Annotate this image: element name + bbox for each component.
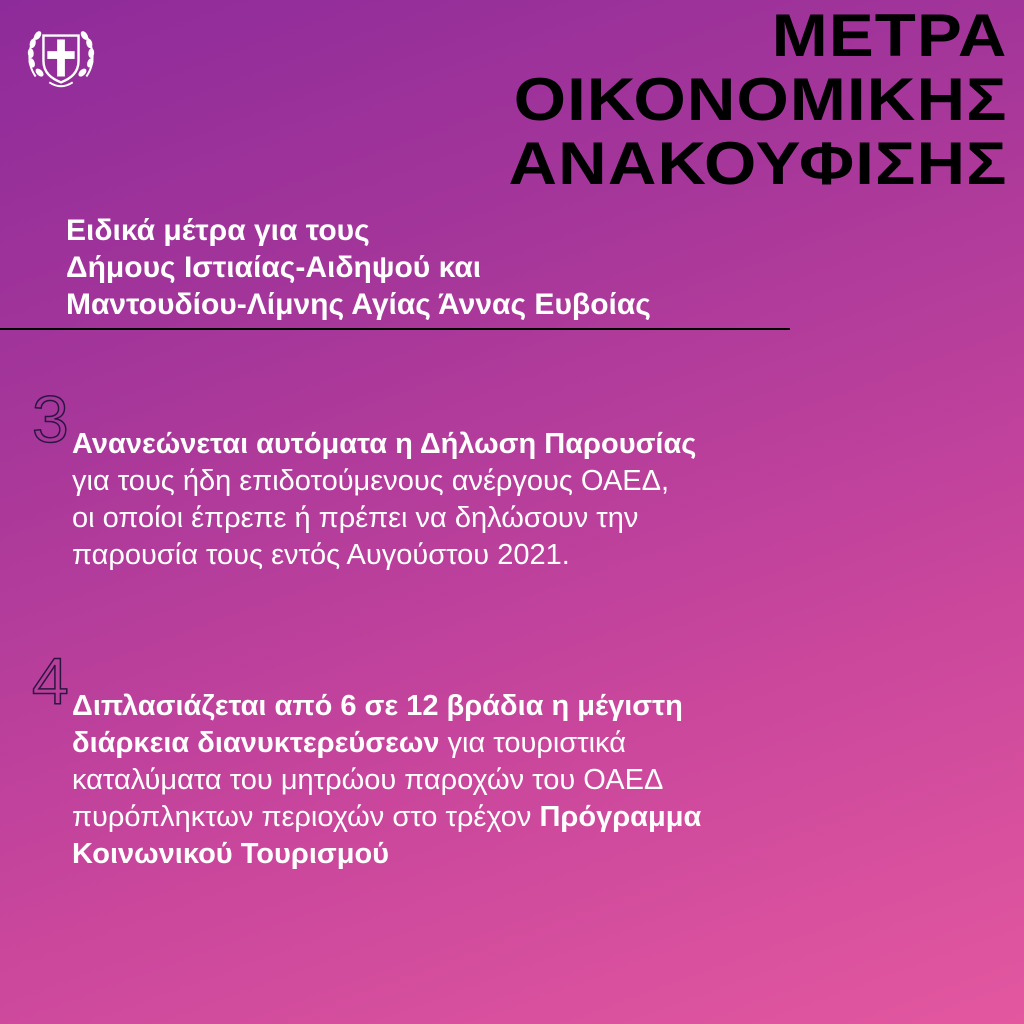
title-line: ΑΝΑΚΟΥΦΙΣΗΣ xyxy=(508,130,1008,197)
text-run: διάρκεια διανυκτερεύσεων xyxy=(72,727,440,759)
text-run: για τους ήδη επιδοτούμενους ανέργους ΟΑΕΔ, xyxy=(72,465,670,497)
item-text-line xyxy=(72,799,872,836)
text-run: πυρόπληκτων περιοχών στο τρέχον xyxy=(72,801,540,833)
divider xyxy=(0,328,790,330)
measure-item xyxy=(32,644,872,873)
subtitle-line: Δήμους Ιστιαίας-Αιδηψού και xyxy=(66,251,482,284)
item-number: 3 xyxy=(32,382,69,456)
subtitle-line: Μαντουδίου-Λίμνης Αγίας Άννας Ευβοίας xyxy=(66,288,651,321)
subtitle-line: Ειδικά μέτρα για τους xyxy=(66,214,370,247)
item-text-line xyxy=(72,537,872,574)
greek-coat-of-arms-icon xyxy=(22,18,100,96)
text-run: οι οποίοι έπρεπε ή πρέπει να δηλώσουν την xyxy=(72,502,639,534)
title-line: ΟΙΚΟΝΟΜΙΚΗΣ xyxy=(514,66,1008,133)
text-run: παρουσία τους εντός Αυγούστου 2021. xyxy=(72,539,570,571)
item-text-line xyxy=(72,725,872,762)
page-title xyxy=(509,4,1008,196)
text-run: για τουριστικά xyxy=(439,727,626,759)
item-text-line xyxy=(72,762,872,799)
item-text-line xyxy=(72,426,872,463)
item-text xyxy=(72,426,872,574)
title-line: ΜΕΤΡΑ xyxy=(772,2,1008,69)
measure-item xyxy=(32,382,872,574)
text-run: Διπλασιάζεται από 6 σε 12 βράδια η μέγιστη xyxy=(72,690,683,722)
subtitle xyxy=(66,212,651,323)
item-text-line xyxy=(72,688,872,725)
text-run: Πρόγραμμα xyxy=(539,801,702,833)
text-run: καταλύματα του μητρώου παροχών του ΟΑΕΔ xyxy=(72,764,664,796)
item-text xyxy=(72,688,872,873)
text-run: Ανανεώνεται αυτόματα η Δήλωση Παρουσίας xyxy=(72,428,697,460)
item-text-line xyxy=(72,463,872,500)
item-number: 4 xyxy=(32,644,69,718)
text-run: Κοινωνικού Τουρισμού xyxy=(72,838,390,870)
item-text-line xyxy=(72,500,872,537)
item-text-line xyxy=(72,836,872,873)
